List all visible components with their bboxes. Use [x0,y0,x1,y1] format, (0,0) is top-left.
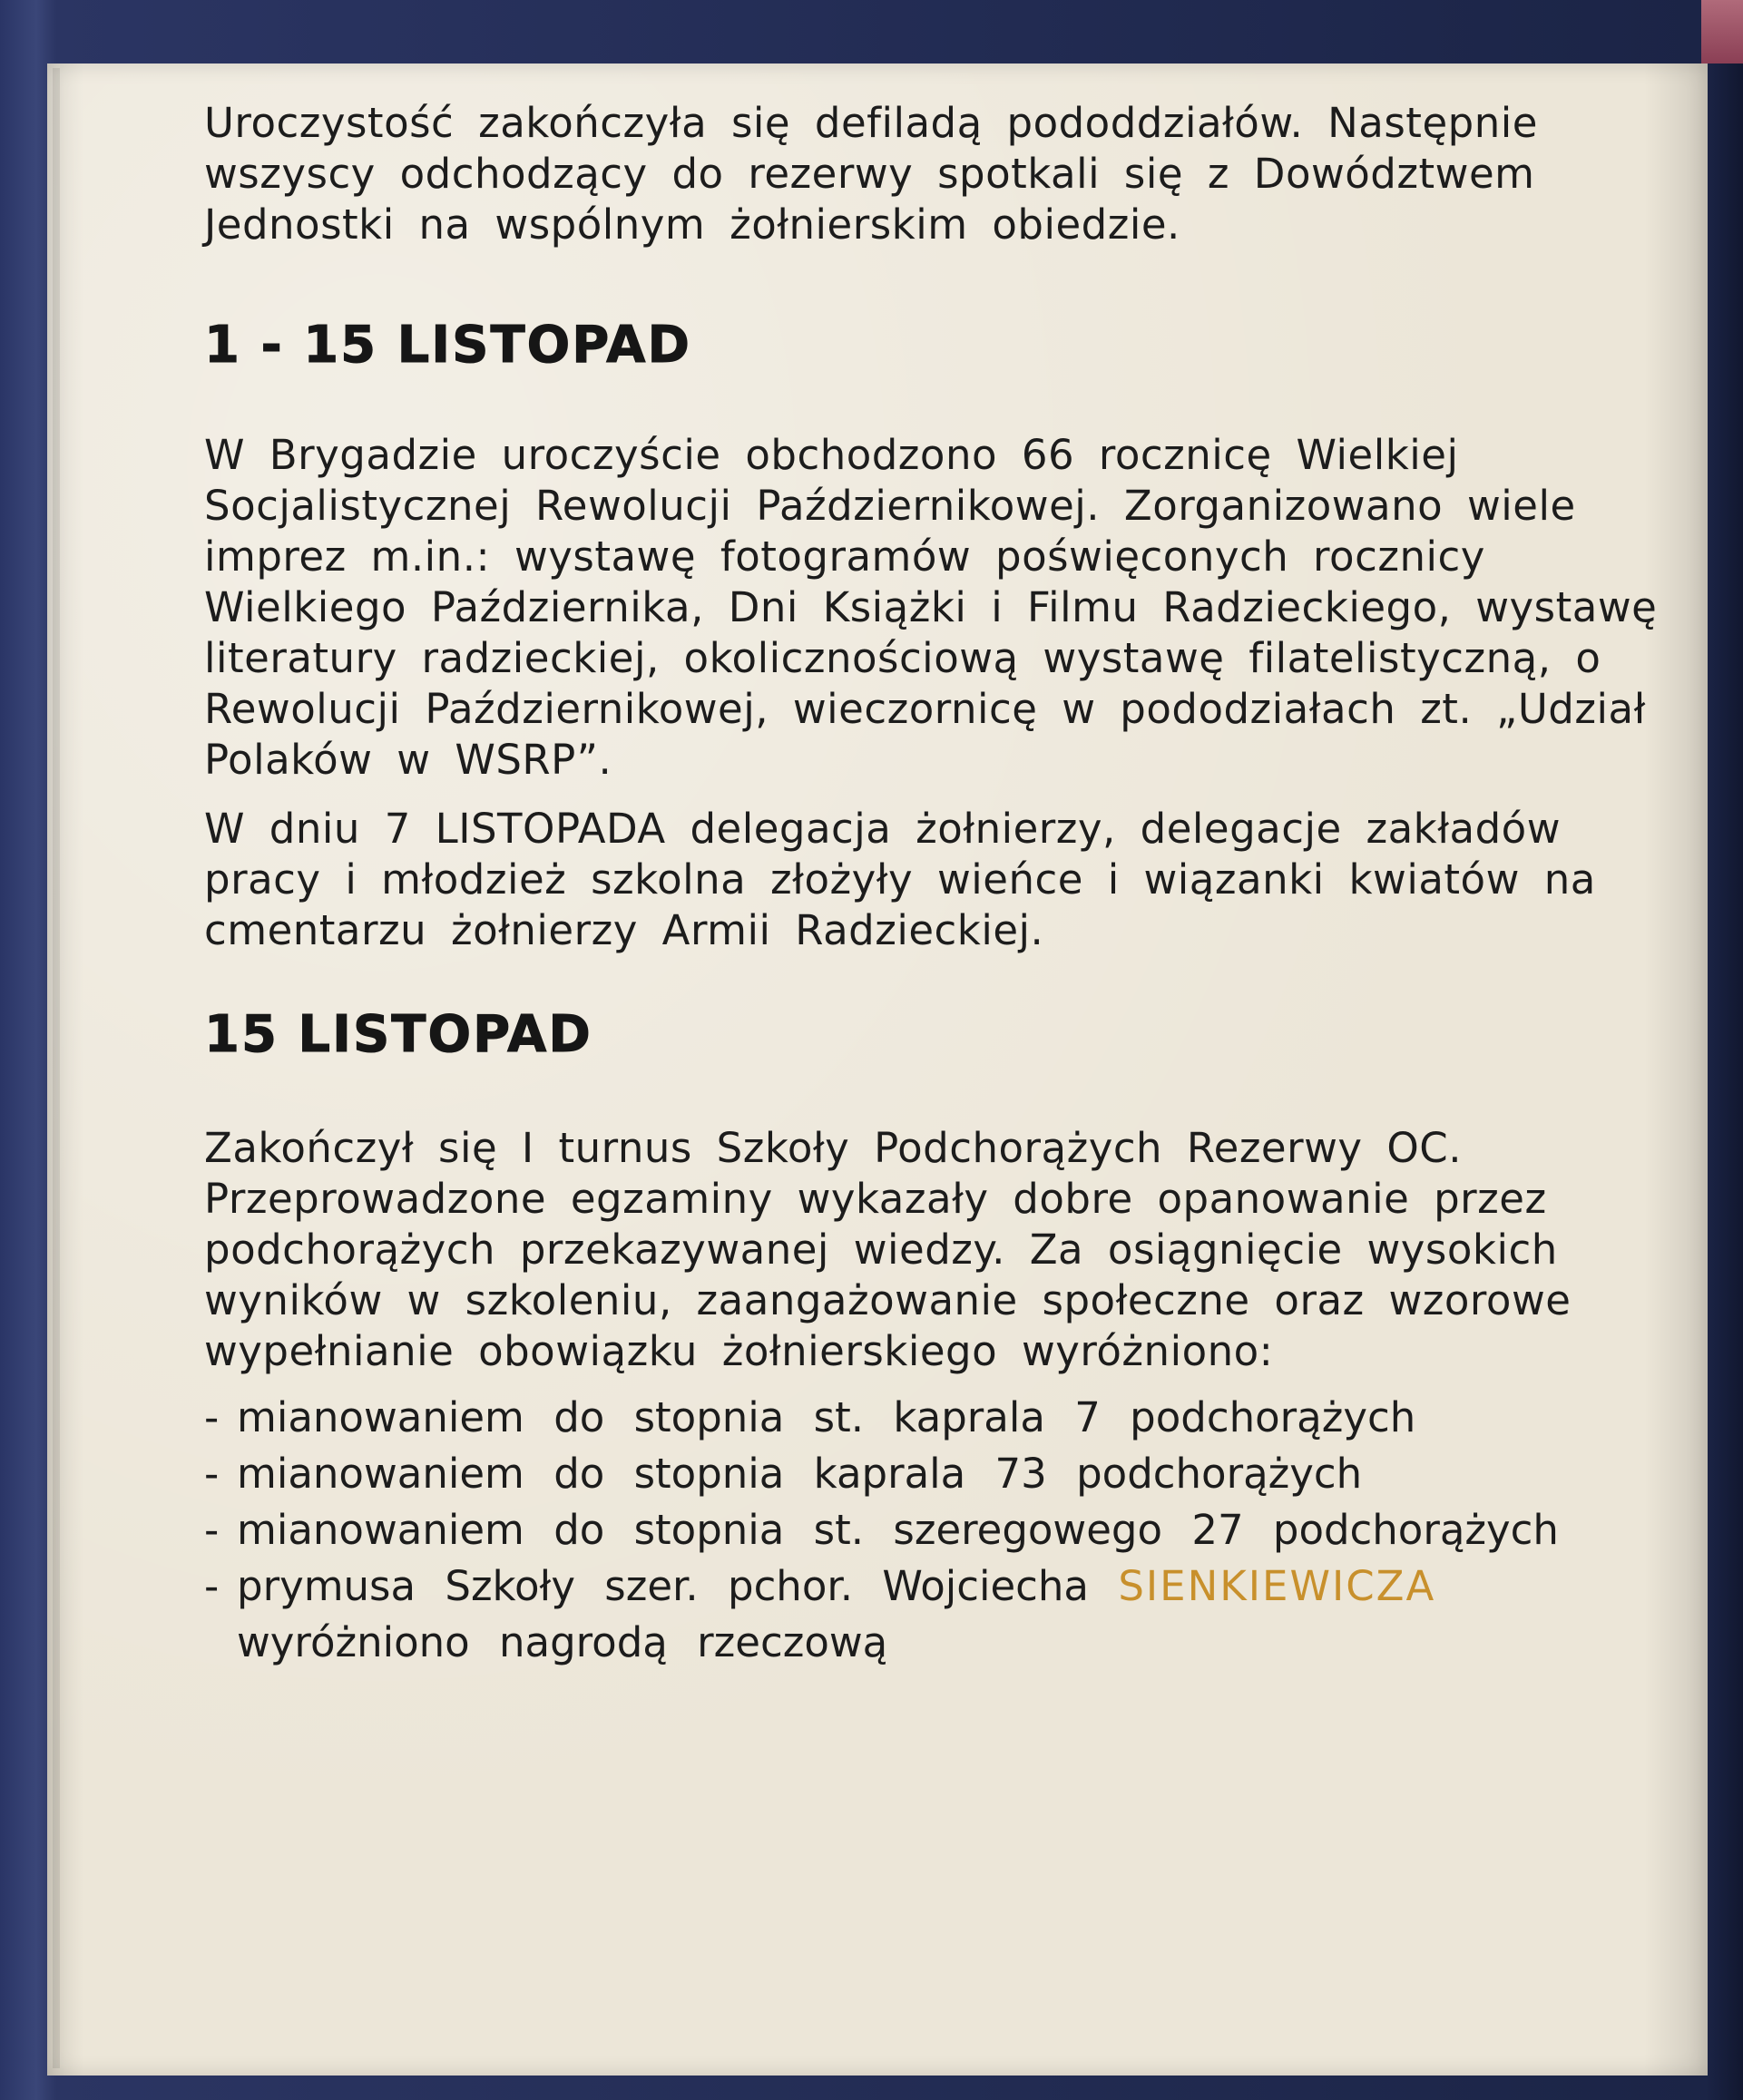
list-item-suffix: wyróżniono nagrodą rzeczową [237,1618,888,1666]
distinction-list [204,1390,1674,1671]
list-item-continuation [204,1615,1674,1671]
list-item-text: mianowaniem do stopnia st. szeregowego 27 podchorążych [237,1506,1559,1554]
handwritten-page-text [204,98,1674,1671]
list-dash: - [204,1393,220,1441]
list-dash: - [204,1450,220,1498]
section-heading-1-15-listopad: 1 - 15 LISTOPAD [204,316,692,375]
list-item-text: mianowaniem do stopnia st. kaprala 7 podchorążych [237,1393,1416,1441]
intro-paragraph: Uroczystość zakończyła się defiladą pododdziałów. Następnie wszyscy odchodzący do rezerwy spotkali się z Dowództwem Jednostki na wspólnym żołnierskim obiedzie. [204,99,1538,249]
list-item-text: mianowaniem do stopnia kaprala 73 podchorążych [237,1450,1363,1498]
list-dash: - [204,1562,220,1610]
list-item [204,1390,1674,1446]
section1-paragraph-2: W dniu 7 LISTOPADA delegacja żołnierzy, delegacje zakładów pracy i młodzież szkolna złożyły wieńce i wiązanki kwiatów na cmentarzu żołnierzy Armii Radzieckiej. [204,805,1596,954]
section-heading-15-listopad: 15 LISTOPAD [204,1005,592,1064]
list-item-prefix: prymusa Szkoły szer. pchor. Wojciecha [237,1562,1089,1610]
list-item-text [237,1558,1435,1615]
section1-paragraph-1: W Brygadzie uroczyście obchodzono 66 rocznicę Wielkiej Socjalistycznej Rewolucji Październikowej. Zorganizowano wiele imprez m.in.: wystawę fotogramów poświęconych rocznicy Wielkiego Października, Dni Książki i Filmu Radzieckiego, wystawę literatury radzieckiej, okolicznościową wystawę filatelistyczną, o Rewolucji Październikowej, wieczornicę w pododziałach zt. „Udział Polaków w WSRP”. [204,431,1658,784]
cover-corner-tab [1701,0,1743,63]
section2-paragraph: Zakończył się I turnus Szkoły Podchorążych Rezerwy OC. Przeprowadzone egzaminy wykazały dobre opanowanie przez podchorążych przekazywanej wiedzy. Za osiągnięcie wysokich wyników w szkoleniu, zaangażowanie społeczne oraz wzorowe wypełnianie obowiązku żołnierskiego wyróżniono: [204,1124,1572,1375]
list-item [204,1558,1674,1615]
list-item [204,1502,1674,1558]
list-item [204,1446,1674,1502]
page-binding-shadow [53,68,60,2068]
list-dash: - [204,1506,220,1554]
highlighted-surname: SIENKIEWICZA [1118,1562,1436,1610]
